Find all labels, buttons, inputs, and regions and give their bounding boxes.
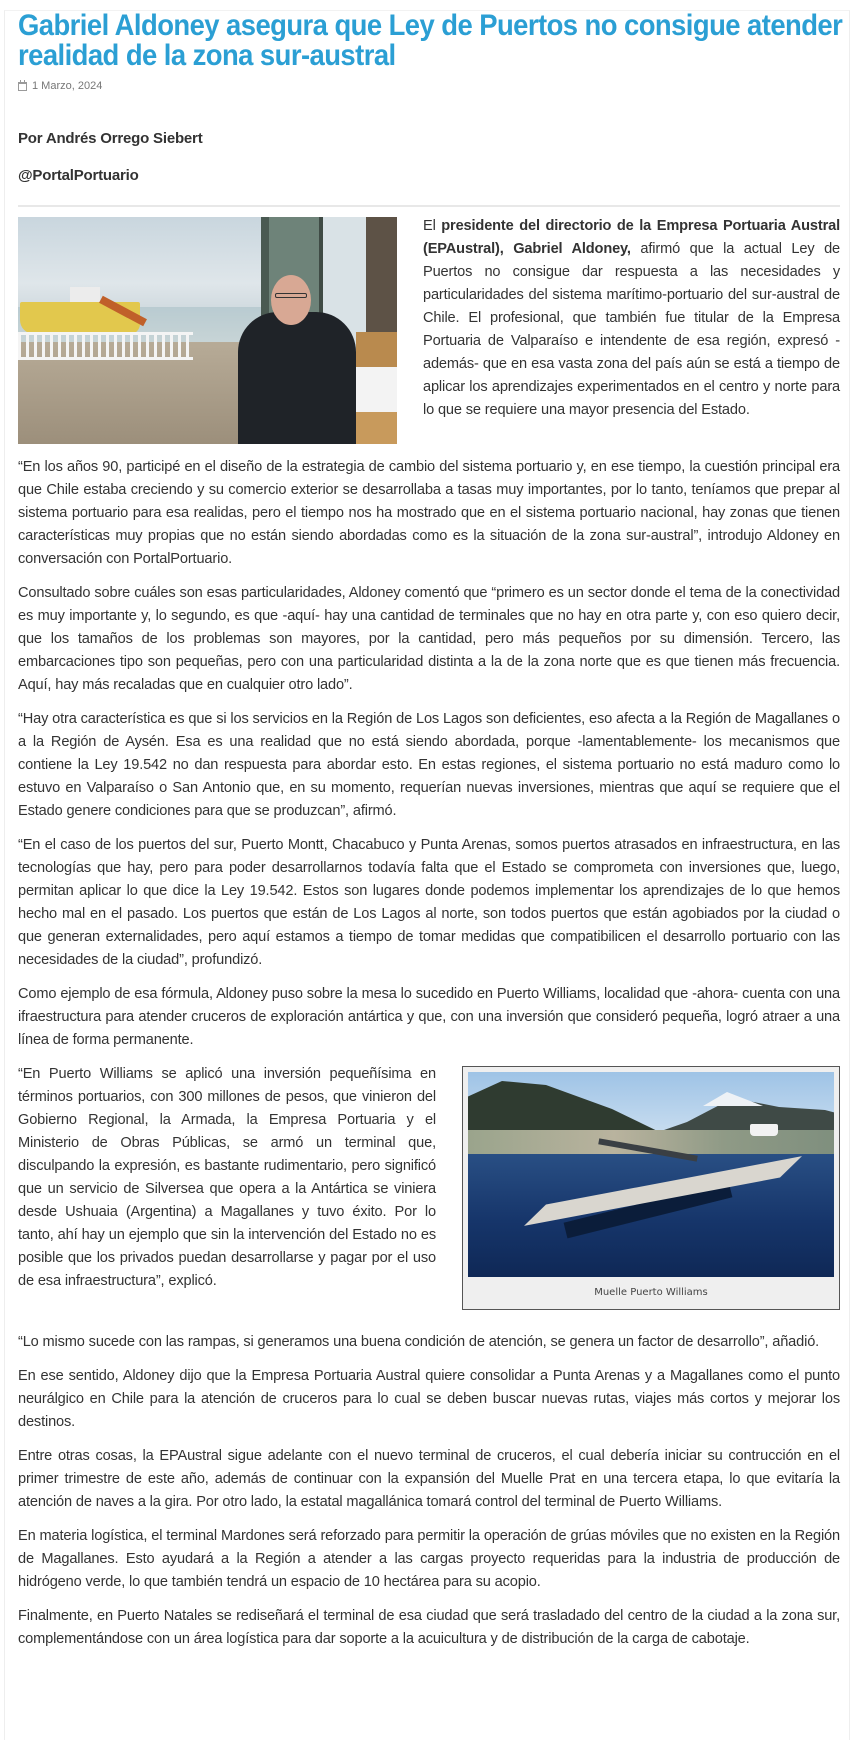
williams-section (18, 1063, 840, 1320)
muelle-photo (468, 1072, 834, 1277)
paragraph: “Hay otra característica es que si los servicios en la Región de Los Lagos son deficientes, eso afecta a la Región de Magallanes o a la Región de Aysén. Esa es una realidad que no está siendo abordada, porque -lamentablemente- los mecanismos que contiene la Ley 19.542 no dan respuesta para abordar esto. En estas regiones, el sistema portuario no está maduro como lo estuvo en Valparaíso o San Antonio que, en su momento, requerían nuevas inversiones, mientras que aquí se requiere que el Estado genere condiciones para que se produzcan”, afirmó. (18, 711, 840, 819)
figure-caption: Muelle Puerto Williams (594, 1287, 708, 1298)
paragraph: Entre otras cosas, la EPAustral sigue adelante con el nuevo terminal de cruceros, el cual debería iniciar su contrucción en el primer trimestre de este año, además de continuar con la expansión del Muelle Prat en una tercera etapa, lo que evitaría la atención de naves a la gira. Por otro lado, la estatal magallánica tomará control del terminal de Puerto Williams. (18, 1448, 840, 1510)
divider (18, 205, 840, 207)
author-byline: Por Andrés Orrego Siebert (18, 130, 203, 147)
paragraph: “En los años 90, participé en el diseño de la estrategia de cambio del sistema portuario y, en ese tiempo, la cuestión principal era que Chile estaba creciendo y su comercio exterior se desarrollaba a tasas muy importantes, por lo tanto, teníamos que prepar al sistema portuario para esa realidas, pero el tiempo nos ha mostrado que en el sistema portuario nacional, hay zonas que tienen características muy propias que no están siendo abordadas como es la situación de la zona sur-austral”, introdujo Aldoney en conversación con PortalPortuario. (18, 459, 840, 567)
paragraph: “En Puerto Williams se aplicó una inversión pequeñísima en términos portuarios, con 300 millones de pesos, que vinieron del Gobierno Regional, la Armada, la Empresa Portuaria y el Ministerio de Obras Públicas, se armó un terminal que, disculpando la expresión, es bastante rudimentario, pero significó que un servicio de Silversea que opera a la Antártica se viniera desde Ushuaia (Argentina) a Magallanes y tuvo éxito. Por lo tanto, ahí hay un ejemplo que sin la intervención del Estado no es posible que los privados puedan desarrollarse y pagar por el uso de esa infraestructura”, explicó. (18, 1066, 436, 1289)
lead-bold: presidente del directorio de la Empresa Portuaria Austral (EPAustral), Gabriel Aldoney, (423, 218, 840, 257)
publish-date: 1 Marzo, 2024 (32, 80, 103, 92)
calendar-icon (18, 82, 27, 91)
article-content (18, 9, 843, 1651)
paragraph: Como ejemplo de esa fórmula, Aldoney puso sobre la mesa lo sucedido en Puerto Williams, localidad que -ahora- cuenta con una ifraestructura para atender cruceros de exploración antártica y que, con una inversión que consideró pequeña, logró atraer a una línea de forma permanente. (18, 986, 840, 1048)
paragraph: Finalmente, en Puerto Natales se rediseñará el terminal de esa ciudad que será trasladado del centro de la ciudad a la zona sur, complementándose con un área logística para dar soporte a la acuicultura y de distribución de la carga de cabotaje. (18, 1608, 840, 1647)
lead-paragraph: El presidente del directorio de la Empresa Portuaria Austral (EPAustral), Gabriel Aldoney, afirmó que la actual Ley de Puertos no consigue dar respuesta a las necesidades y particularidades del sistema marítimo-portuario del sur-austral de Chile. El profesional, que también fue titular de la Empresa Portuaria de Valparaíso e intendente de esa región, expresó -además- que en esa vasta zona del país aún se está a tiempo de aplicar los aprendizajes experimentados en el centro y norte para lo que se requiere una mayor presencia del Estado. (423, 218, 840, 418)
paragraph: En ese sentido, Aldoney dijo que la Empresa Portuaria Austral quiere consolidar a Punta Arenas y a Magallanes como el punto neurálgico en Chile para la atención de cruceros para lo cual se deben buscar nuevas rutas, viajes más cortos y mejorar los destinos. (18, 1368, 840, 1430)
paragraph: “En el caso de los puertos del sur, Puerto Montt, Chacabuco y Punta Arenas, somos puertos atrasados en infraestructura, en las tecnologías que hay, pero para poder desarrollarnos todavía falta que el Estado se comprometa con inversiones que, luego, permitan aplicar lo que dice la Ley 19.542. Estos son lugares donde podemos implementar los aprendizajes de lo que hemos hecho mal en el pasado. Los puertos que están de Los Lagos al norte, son todos puertos que están agobiados por la ciudad o que generan externalidades, pero aquí estamos a tiempo de tomar medidas que compatibilicen el desarrollo portuario con las necesidades de la ciudad”, profundizó. (18, 837, 840, 968)
paragraph: Consultado sobre cuáles son esas particularidades, Aldoney comentó que “primero es un sector donde el tema de la conectividad es muy importante y, lo segundo, es que -aquí- hay una cantidad de terminales que no hay en otra parte y, con eso quiero decir, que los tamaños de los problemas son mayores, por la cantidad, pero más pequeños por su dimensión. Tercero, las embarcaciones tipo son pequeñas, pero con una particularidad distinta a la de la zona norte que es que tienen más frecuencia. Aquí, hay más recaladas que en cualquier otro lado”. (18, 585, 840, 693)
aldoney-photo (18, 217, 397, 444)
lead-section (18, 215, 840, 454)
article-title: Gabriel Aldoney asegura que Ley de Puertos no consigue atender realidad de la zona sur-austral (18, 9, 843, 72)
paragraph: En materia logística, el terminal Mardones será reforzado para permitir la operación de grúas móviles que no existen en la Región de Magallanes. Esto ayudará a la Región a atender a las cargas proyecto requeridas para la industria de producción de hidrógeno verde, lo que también tendrá un espacio de 10 hectárea para su acopio. (18, 1528, 840, 1590)
paragraph: “Lo mismo sucede con las rampas, si generamos una buena condición de atención, se genera un factor de desarrollo”, añadió. (18, 1334, 820, 1350)
article-meta (18, 79, 840, 93)
article-card (4, 10, 850, 1740)
muelle-figure (462, 1066, 840, 1310)
author-handle: @PortalPortuario (18, 167, 139, 184)
